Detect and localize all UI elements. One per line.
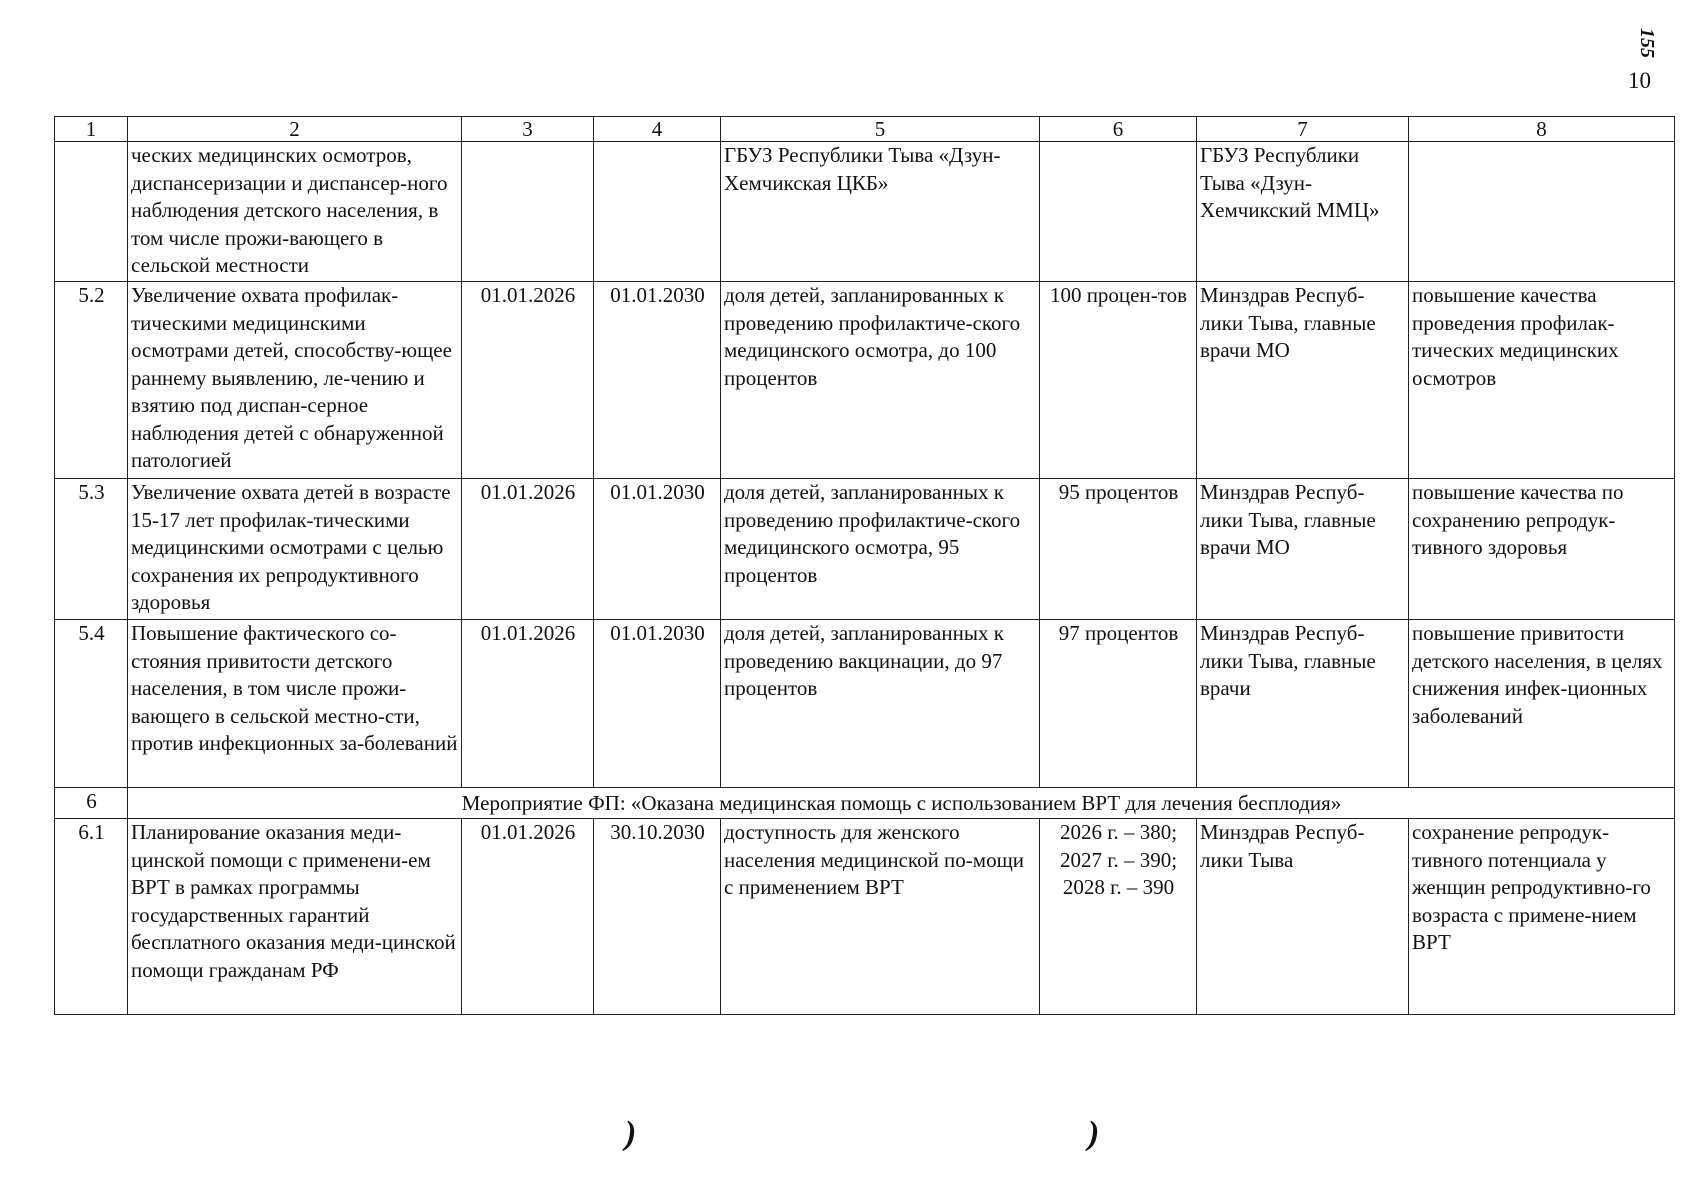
target-line: 2026 г. – 380; bbox=[1059, 820, 1178, 844]
end-date-cell: 01.01.2030 bbox=[594, 479, 721, 620]
table-row bbox=[55, 620, 1675, 788]
end-date-cell: 01.01.2030 bbox=[594, 620, 721, 788]
column-header-1: 1 bbox=[55, 117, 128, 142]
column-header-6: 6 bbox=[1040, 117, 1197, 142]
activity-cell: ческих медицинских осмотров, диспансеризации и диспансер-ного наблюдения детского населения, в том числе прожи-вающего в сельской местности bbox=[128, 142, 462, 282]
responsible-cell: Минздрав Респуб-лики Тыва, главные врачи bbox=[1197, 620, 1409, 788]
row-number: 5.3 bbox=[55, 479, 128, 620]
table-row bbox=[55, 142, 1675, 282]
indicator-cell: ГБУЗ Республики Тыва «Дзун-Хемчикская ЦКБ» bbox=[721, 142, 1040, 282]
handwritten-mark: ) bbox=[1088, 1115, 1100, 1152]
measures-table bbox=[54, 116, 1675, 1015]
start-date-cell: 01.01.2026 bbox=[462, 282, 594, 479]
column-header-3: 3 bbox=[462, 117, 594, 142]
row-number: 6.1 bbox=[55, 819, 128, 1015]
indicator-cell: доступность для женского населения медицинской по-мощи с применением ВРТ bbox=[721, 819, 1040, 1015]
column-header-8: 8 bbox=[1409, 117, 1675, 142]
section-number: 6 bbox=[55, 788, 128, 819]
result-cell: повышение качества проведения профилак-тических медицинских осмотров bbox=[1409, 282, 1675, 479]
table-row bbox=[55, 819, 1675, 1015]
activity-cell: Увеличение охвата профилак-тическими медицинскими осмотрами детей, способству-ющее раннему выявлению, ле-чению и взятию под диспан-серное наблюдения детей с обнаруженной патологией bbox=[128, 282, 462, 479]
header-row bbox=[55, 117, 1675, 142]
column-header-5: 5 bbox=[721, 117, 1040, 142]
result-cell: повышение качества по сохранению репродук-тивного здоровья bbox=[1409, 479, 1675, 620]
responsible-cell: ГБУЗ Республики Тыва «Дзун-Хемчикский ММЦ» bbox=[1197, 142, 1409, 282]
row-number: 5.4 bbox=[55, 620, 128, 788]
row-number: 5.2 bbox=[55, 282, 128, 479]
target-cell bbox=[1040, 819, 1197, 1015]
activity-cell: Увеличение охвата детей в возрасте 15-17 лет профилак-тическими медицинскими осмотрами с целью сохранения их репродуктивного здоровья bbox=[128, 479, 462, 620]
column-header-4: 4 bbox=[594, 117, 721, 142]
page-number: 10 bbox=[1628, 68, 1651, 93]
end-date-cell: 30.10.2030 bbox=[594, 819, 721, 1015]
start-date-cell: 01.01.2026 bbox=[462, 479, 594, 620]
target-line: 2027 г. – 390; bbox=[1059, 847, 1178, 872]
edge-mark: 155 bbox=[1636, 28, 1658, 58]
table-row bbox=[55, 282, 1675, 479]
section-title: Мероприятие ФП: «Оказана медицинская помощь с использованием ВРТ для лечения бесплодия» bbox=[128, 788, 1675, 819]
target-line: 2028 г. – 390 bbox=[1062, 875, 1175, 899]
target-cell: 100 процен-тов bbox=[1040, 282, 1197, 479]
end-date-cell: 01.01.2030 bbox=[594, 282, 721, 479]
column-header-7: 7 bbox=[1197, 117, 1409, 142]
target-cell: 95 процентов bbox=[1040, 479, 1197, 620]
column-header-2: 2 bbox=[128, 117, 462, 142]
row-number bbox=[55, 142, 128, 282]
section-row bbox=[55, 788, 1675, 819]
table-row bbox=[55, 479, 1675, 620]
activity-cell: Повышение фактического со-стояния привитости детского населения, в том числе прожи-вающего в сельской местно-сти, против инфекционных за-болеваний bbox=[128, 620, 462, 788]
end-date-cell bbox=[594, 142, 721, 282]
responsible-cell: Минздрав Респуб-лики Тыва, главные врачи МО bbox=[1197, 282, 1409, 479]
indicator-cell: доля детей, запланированных к проведению профилактиче-ского медицинского осмотра, 95 процентов bbox=[721, 479, 1040, 620]
start-date-cell bbox=[462, 142, 594, 282]
responsible-cell: Минздрав Респуб-лики Тыва, главные врачи МО bbox=[1197, 479, 1409, 620]
result-cell: сохранение репродук-тивного потенциала у женщин репродуктивно-го возраста с примене-нием ВРТ bbox=[1409, 819, 1675, 1015]
indicator-cell: доля детей, запланированных к проведению профилактиче-ского медицинского осмотра, до 100 процентов bbox=[721, 282, 1040, 479]
responsible-cell: Минздрав Респуб-лики Тыва bbox=[1197, 819, 1409, 1015]
activity-cell: Планирование оказания меди-цинской помощи с применени-ем ВРТ в рамках программы государственных гарантий бесплатного оказания меди-цинской помощи гражданам РФ bbox=[128, 819, 462, 1015]
start-date-cell: 01.01.2026 bbox=[462, 620, 594, 788]
indicator-cell: доля детей, запланированных к проведению вакцинации, до 97 процентов bbox=[721, 620, 1040, 788]
target-cell bbox=[1040, 142, 1197, 282]
result-cell: повышение привитости детского населения, в целях снижения инфек-ционных заболеваний bbox=[1409, 620, 1675, 788]
start-date-cell: 01.01.2026 bbox=[462, 819, 594, 1015]
result-cell bbox=[1409, 142, 1675, 282]
target-cell: 97 процентов bbox=[1040, 620, 1197, 788]
handwritten-mark: ) bbox=[625, 1115, 637, 1152]
